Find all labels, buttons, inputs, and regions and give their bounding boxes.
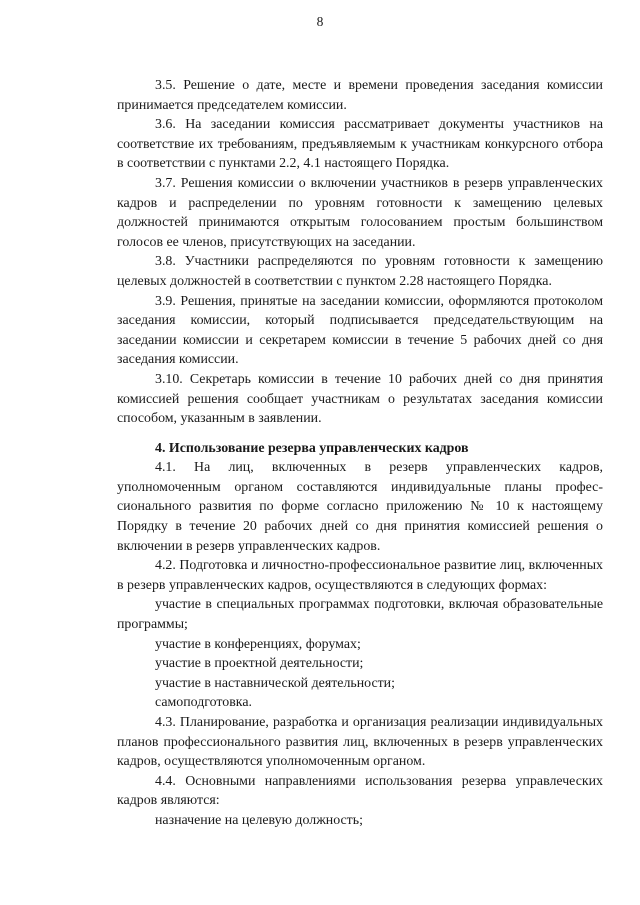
document-body — [117, 76, 603, 831]
paragraph-3-5: 3.5. Решение о дате, месте и времени проведения заседания комиссии принимается председателем комиссии. — [117, 78, 603, 113]
list-item: участие в проектной деятельности; — [155, 656, 364, 672]
paragraph-3-7: 3.7. Решения комиссии о включении участников в резерв управленческих кадров и распределении по уровням готовности к замещению целевых должностей принимаются открытым голосованием простым большинством голосов ее членов, присутствующих на заседании. — [117, 175, 603, 250]
paragraph-4-3: 4.3. Планирование, разработка и организация реализации индивидуальных планов профессионального развития лиц, включенных в резерв управленческих кадров, осуществляются уполномоченным органом. — [117, 715, 603, 770]
paragraph-3-8: 3.8. Участники распределяются по уровням готовности к замещению целевых должностей в соответствии с пунктом 2.28 настоящего Порядка. — [117, 254, 603, 289]
paragraph-3-9: 3.9. Решения, принятые на заседании комиссии, оформляются протоколом заседания комиссии, который подписывается председательствующим на заседании комиссии и секретарем комиссии в течение 5 рабочих дней со дня заседания комиссии. — [117, 293, 603, 368]
list-item: участие в наставнической деятельности; — [155, 675, 395, 691]
page-number: 8 — [316, 14, 324, 29]
paragraph-4-2: 4.2. Подготовка и личностно-профессиональное развитие лиц, включенных в резерв управленческих кадров, осуществляются в следующих формах: — [117, 558, 603, 593]
list-item: назначение на целевую должность; — [155, 812, 363, 828]
list-item: самоподготовка. — [155, 695, 252, 711]
section-heading: 4. Использование резерва управленческих кадров — [155, 440, 469, 456]
paragraph-4-1: 4.1. На лиц, включенных в резерв управленческих кадров, уполномоченным органом составляются индивидуальные планы профессионального развития по форме согласно приложению № 10 к настоящему Порядку в течение 20 рабочих дней со дня принятия комиссией решения о включении в резерв управленческих кадров. — [117, 460, 603, 554]
paragraph-3-10: 3.10. Секретарь комиссии в течение 10 рабочих дней со дня принятия комиссией решения сообщает участникам о результатах заседания комиссии способом, указанным в заявлении. — [117, 371, 603, 427]
list-item: участие в специальных программах подготовки, включая образовательные программы; — [117, 597, 603, 633]
paragraph-3-6: 3.6. На заседании комиссия рассматривает документы участников на соответствие их требованиям, предъявляемым к участникам конкурсного отбора в соответствии с пунктами 2.2, 4.1 настоящего Порядка. — [117, 117, 603, 172]
paragraph-4-4: 4.4. Основными направлениями использования резерва управлеческих кадров являются: — [117, 773, 603, 809]
list-item: участие в конференциях, форумах; — [155, 636, 361, 652]
